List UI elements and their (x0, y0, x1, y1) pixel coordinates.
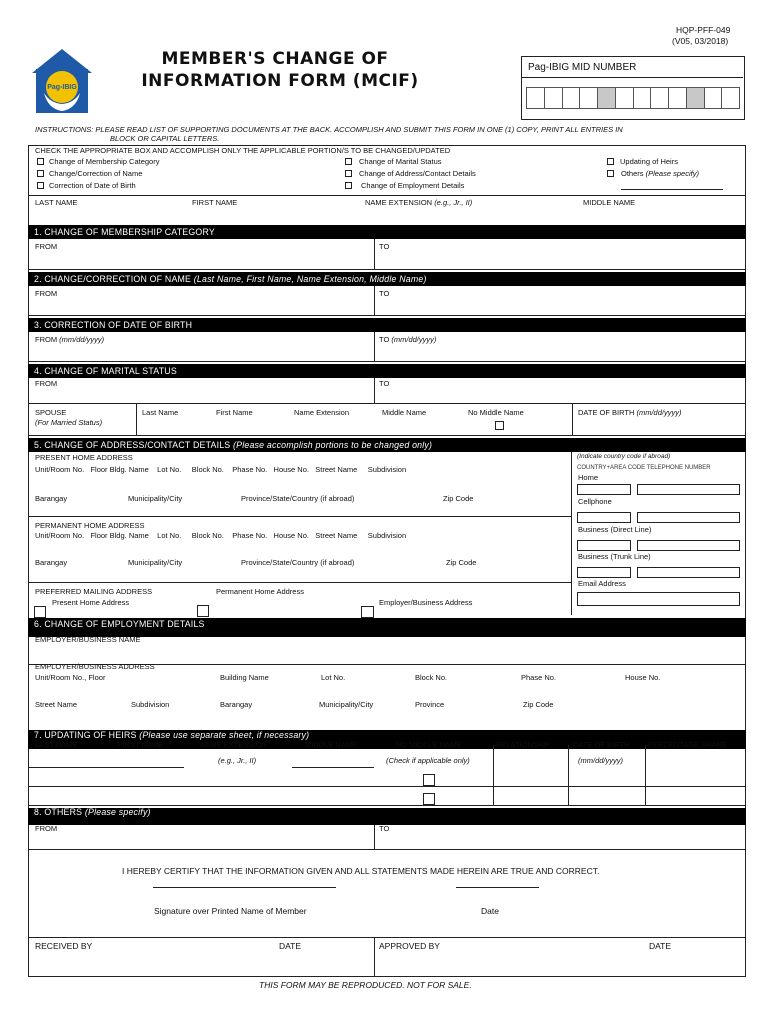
checkbox-others[interactable] (607, 170, 614, 177)
spouse-name-ext-label: Name Extension (294, 408, 350, 417)
logo-text: Pag-IBIG (47, 84, 77, 91)
mid-digit-cell[interactable] (705, 88, 723, 108)
approved-date-label: DATE (649, 941, 672, 951)
mailing-opt-employer-label: Employer/Business Address (379, 598, 473, 607)
mailing-checkbox-present[interactable] (34, 606, 46, 618)
sec1-to-label: TO (379, 242, 390, 251)
label-first-name: FIRST NAME (192, 198, 238, 207)
sec8-from-label: FROM (35, 824, 58, 833)
form-title-line1: MEMBER'S CHANGE OF (161, 49, 389, 69)
section3-header: 3. CORRECTION OF DATE OF BIRTH (28, 318, 746, 332)
section6-header: 6. CHANGE OF EMPLOYMENT DETAILS (28, 618, 746, 637)
heirs-col-rel: RELATIONSHIP (496, 740, 551, 749)
employer-address-label: EMPLOYER/BUSINESS ADDRESS (35, 662, 155, 671)
email-label: Email Address (578, 579, 626, 588)
present-address-fields: Unit/Room No. Floor Bldg. Name Lot No. Block No. Phase No. House No. Street Name Subdivision (35, 465, 407, 474)
spouse-middle-name-label: Middle Name (382, 408, 427, 417)
spouse-last-name-label: Last Name (142, 408, 179, 417)
received-by-label: RECEIVED BY (35, 941, 93, 951)
mid-digit-cell[interactable] (563, 88, 581, 108)
mid-number-box (521, 56, 745, 120)
label-last-name: LAST NAME (35, 198, 78, 207)
heirs-col-middle: MIDDLE NAME (305, 740, 358, 749)
permanent-zip-label: Zip Code (446, 558, 477, 567)
employer-name-label: EMPLOYER/BUSINESS NAME (35, 635, 141, 644)
check-label-employment: Change of Employment Details (361, 181, 465, 190)
label-middle-name: MIDDLE NAME (583, 198, 636, 207)
business-direct-code-field[interactable] (577, 540, 631, 551)
received-date-label: DATE (279, 941, 302, 951)
checkbox-membership-category[interactable] (37, 158, 44, 165)
permanent-prov-label: Province/State/Country (if abroad) (241, 558, 355, 567)
permanent-address-fields: Unit/Room No. Floor Bldg. Name Lot No. Block No. Phase No. House No. Street Name Subdivision (35, 531, 407, 540)
signature-line[interactable] (153, 887, 336, 888)
checkbox-name[interactable] (37, 170, 44, 177)
checkbox-address[interactable] (345, 170, 352, 177)
heirs-dob-note: (mm/dd/yyyy) (578, 756, 623, 765)
mid-digit-cell[interactable] (598, 88, 616, 108)
checkbox-marital-status[interactable] (345, 158, 352, 165)
check-label-others: Others (Please specify) (621, 169, 699, 178)
heirs-header-row (28, 740, 746, 749)
pagibig-logo (30, 47, 94, 117)
mailing-checkbox-permanent[interactable] (197, 605, 209, 617)
check-label-name: Change/Correction of Name (49, 169, 143, 178)
heir1-no-middle-checkbox[interactable] (423, 774, 435, 786)
emp-muni-label: Municipality/City (319, 700, 374, 709)
check-label-membership-category: Change of Membership Category (49, 157, 160, 166)
emp-lot-label: Lot No. (321, 673, 346, 682)
emp-brgy-label: Barangay (220, 700, 253, 709)
mid-digit-cell[interactable] (634, 88, 652, 108)
section1-header: 1. CHANGE OF MEMBERSHIP CATEGORY (28, 225, 746, 239)
business-trunk-code-field[interactable] (577, 567, 631, 578)
reproduction-note: THIS FORM MAY BE REPRODUCED. NOT FOR SALE. (259, 980, 472, 990)
permanent-brgy-label: Barangay (35, 558, 68, 567)
check-label-date-of-birth: Correction of Date of Birth (49, 181, 136, 190)
home-code-field[interactable] (577, 484, 631, 495)
certification-statement: I HEREBY CERTIFY THAT THE INFORMATION GIVEN AND ALL STATEMENTS MADE HEREIN ARE TRUE AND CORRECT. (122, 866, 600, 876)
section5-header: 5. CHANGE OF ADDRESS/CONTACT DETAILS (Please accomplish portions to be changed only) (28, 438, 746, 452)
heirs-col-ext: NAME EXTENSION (200, 740, 268, 749)
business-trunk-number-field[interactable] (637, 567, 740, 578)
emp-street-label: Street Name (35, 700, 78, 709)
emp-phase-label: Phase No. (521, 673, 557, 682)
mid-digit-cell[interactable] (687, 88, 705, 108)
section8-header: 8. OTHERS (Please specify) (28, 808, 746, 825)
present-prov-label: Province/State/Country (if abroad) (241, 494, 355, 503)
spouse-note: (For Married Status) (35, 418, 103, 427)
section4-header: 4. CHANGE OF MARITAL STATUS (28, 364, 746, 378)
instructions-line1: INSTRUCTIONS: PLEASE READ LIST OF SUPPORTING DOCUMENTS AT THE BACK. ACCOMPLISH AND SUBMIT THIS FORM IN ONE (1) COPY, PRINT ALL ENTRIES IN (35, 125, 623, 134)
date-line[interactable] (456, 887, 539, 888)
approved-by-label: APPROVED BY (379, 941, 440, 951)
heir2-no-middle-checkbox[interactable] (423, 793, 435, 805)
emp-subd-label: Subdivision (131, 700, 170, 709)
sec4-to-label: TO (379, 379, 390, 388)
form-code: HQP-PFF-049 (676, 25, 731, 35)
mid-digit-cell[interactable] (616, 88, 634, 108)
sec1-from-label: FROM (35, 242, 58, 251)
present-zip-label: Zip Code (443, 494, 474, 503)
country-area-code-label: COUNTRY+AREA CODE TELEPHONE NUMBER (577, 465, 711, 471)
business-trunk-label: Business (Trunk Line) (578, 552, 651, 561)
mailing-checkbox-employer[interactable] (361, 606, 374, 618)
check-label-marital-status: Change of Marital Status (359, 157, 442, 166)
permanent-address-label: PERMANENT HOME ADDRESS (35, 521, 145, 530)
country-code-note: (Indicate country code if abroad) (577, 453, 671, 460)
heirs-col-nomiddle: NO MIDDLE NAME (396, 740, 462, 749)
mid-digit-cell[interactable] (722, 88, 739, 108)
present-muni-label: Municipality/City (128, 494, 183, 503)
home-phone-label: Home (578, 473, 599, 482)
instructions-line2: BLOCK OR CAPITAL LETTERS. (110, 134, 220, 143)
sec2-from-label: FROM (35, 289, 58, 298)
form-version: (V05, 03/2018) (672, 36, 729, 46)
heirs-ext-note: (e.g., Jr., II) (218, 756, 257, 765)
business-direct-label: Business (Direct Line) (578, 525, 652, 534)
section7-header: 7. UPDATING OF HEIRS (Please use separate sheet, if necessary) (28, 730, 746, 749)
mid-number-label: Pag-IBIG MID NUMBER (528, 62, 637, 73)
emp-zip-label: Zip Code (523, 700, 554, 709)
checkbox-employment[interactable] (345, 182, 352, 189)
mid-digit-cell[interactable] (527, 88, 545, 108)
heirs-col-first: FIRST NAME (118, 740, 164, 749)
email-field[interactable] (577, 592, 740, 606)
home-number-field[interactable] (637, 484, 740, 495)
business-direct-number-field[interactable] (637, 540, 740, 551)
check-instructions: CHECK THE APPROPRIATE BOX AND ACCOMPLISH ONLY THE APPLICABLE PORTION/S TO BE CHANGED/UPDATED (35, 146, 451, 155)
mailing-address-label: PREFERRED MAILING ADDRESS (35, 587, 153, 596)
heirs-col-share: PERCENTAGE SHARE (648, 740, 728, 749)
check-label-heirs: Updating of Heirs (620, 157, 678, 166)
sec4-from-label: FROM (35, 379, 58, 388)
others-specify-line[interactable] (621, 189, 723, 190)
emp-bldg-label: Building Name (220, 673, 269, 682)
spouse-first-name-label: First Name (216, 408, 253, 417)
sec2-to-label: TO (379, 289, 390, 298)
emp-prov-label: Province (415, 700, 445, 709)
checkbox-spouse-no-middle[interactable] (495, 421, 504, 430)
check-label-address: Change of Address/Contact Details (359, 169, 476, 178)
heirs-col-dob: DATE OF BIRTH (573, 740, 630, 749)
emp-unit-label: Unit/Room No., Floor (35, 673, 106, 682)
sec3-to-label: TO (mm/dd/yyyy) (379, 335, 437, 344)
mailing-opt-present-label: Present Home Address (52, 598, 130, 607)
present-brgy-label: Barangay (35, 494, 68, 503)
present-address-label: PRESENT HOME ADDRESS (35, 453, 133, 462)
heirs-nomiddle-note: (Check if applicable only) (386, 756, 470, 765)
sec3-from-label: FROM (mm/dd/yyyy) (35, 335, 105, 344)
emp-house-label: House No. (625, 673, 661, 682)
cellphone-label: Cellphone (578, 497, 612, 506)
checkbox-date-of-birth[interactable] (37, 182, 44, 189)
emp-block-label: Block No. (415, 673, 448, 682)
heirs-col-last: LAST NAME (35, 740, 78, 749)
mid-digit-cell[interactable] (669, 88, 687, 108)
spouse-dob-label: DATE OF BIRTH (mm/dd/yyyy) (578, 408, 682, 417)
form-title-line2: INFORMATION FORM (MCIF) (141, 71, 419, 91)
cell-number-field[interactable] (637, 512, 740, 523)
mid-number-field[interactable] (526, 87, 740, 109)
signature-label: Signature over Printed Name of Member (154, 906, 307, 916)
date-label: Date (481, 906, 499, 916)
section2-header: 2. CHANGE/CORRECTION OF NAME (Last Name, First Name, Name Extension, Middle Name) (28, 272, 746, 286)
cell-code-field[interactable] (577, 512, 631, 523)
mid-digit-cell[interactable] (651, 88, 669, 108)
mid-digit-cell[interactable] (545, 88, 563, 108)
mailing-opt-permanent-label: Permanent Home Address (216, 587, 304, 596)
spouse-label: SPOUSE (35, 408, 67, 417)
label-name-extension: NAME EXTENSION (e.g., Jr., II) (365, 198, 473, 207)
sec8-to-label: TO (379, 824, 390, 833)
checkbox-heirs[interactable] (607, 158, 614, 165)
mid-digit-cell[interactable] (580, 88, 598, 108)
spouse-no-middle-label: No Middle Name (468, 408, 524, 417)
permanent-muni-label: Municipality/City (128, 558, 183, 567)
